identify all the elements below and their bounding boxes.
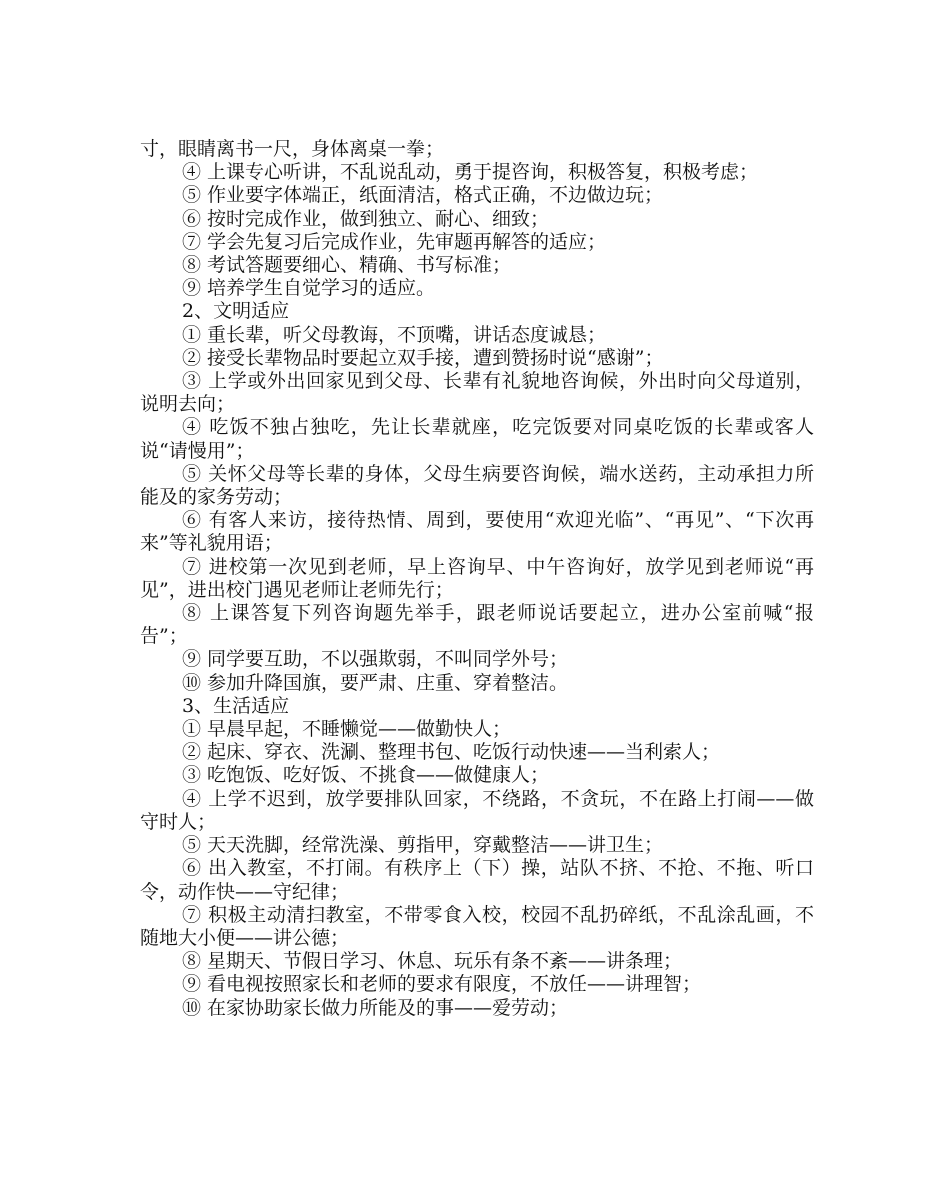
paragraph: ⑥ 出入教室，不打闹。有秩序上（下）操，站队不挤、不抢、不拖、听口令，动作快——守纪律； xyxy=(140,857,814,903)
paragraph: ③ 上学或外出回家见到父母、长辈有礼貌地咨询候，外出时向父母道别，说明去向； xyxy=(140,370,814,416)
paragraph: ⑤ 关怀父母等长辈的身体，父母生病要咨询候，端水送药，主动承担力所能及的家务劳动； xyxy=(140,462,814,509)
paragraph: ⑥ 按时完成作业，做到独立、耐心、细致； xyxy=(182,207,550,230)
paragraph: ④ 上课专心听讲，不乱说乱动，勇于提咨询，积极答复，积极考虑； xyxy=(182,161,759,184)
paragraph: ① 重长辈，听父母教诲，不顶嘴，讲话态度诚恳； xyxy=(182,323,607,346)
paragraph: ① 早晨早起，不睡懒觉——做勤快人； xyxy=(182,718,512,741)
paragraph: ④ 吃饭不独占独吃，先让长辈就座，吃完饭要对同桌吃饭的长辈或客人说“请慢用”； xyxy=(140,416,814,462)
paragraph: ⑩ 在家协助家长做力所能及的事——爱劳动； xyxy=(182,996,569,1019)
paragraph: ⑧ 考试答题要细心、精确、书写标准； xyxy=(182,254,512,277)
document-body xyxy=(140,138,814,1020)
paragraph: ⑥ 有客人来访，接待热情、周到，要使用“欢迎光临”、“再见”、“下次再来”等礼貌用语； xyxy=(140,509,814,555)
paragraph: 2、文明适应 xyxy=(182,300,290,323)
paragraph: ⑧ 星期天、节假日学习、休息、玩乐有条不紊——讲条理； xyxy=(182,950,683,973)
paragraph: ⑨ 培养学生自觉学习的适应。 xyxy=(182,277,436,300)
paragraph: ⑤ 天天洗脚，经常洗澡、剪指甲，穿戴整洁——讲卫生； xyxy=(182,834,664,857)
paragraph: ⑦ 进校第一次见到老师，早上咨询早、中午咨询好，放学见到老师说“再见”，进出校门遇见老师让老师先行； xyxy=(140,555,814,601)
paragraph: 寸，眼睛离书一尺，身体离桌一拳； xyxy=(140,138,445,160)
paragraph: ⑦ 学会先复习后完成作业，先审题再解答的适应； xyxy=(182,230,607,253)
paragraph: ⑦ 积极主动清扫教室，不带零食入校，校园不乱扔碎纸，不乱涂乱画，不随地大小便——讲公德； xyxy=(140,903,814,949)
paragraph: ⑨ 看电视按照家长和老师的要求有限度，不放任——讲理智； xyxy=(182,973,702,996)
paragraph: ⑤ 作业要字体端正，纸面清洁，格式正确，不边做边玩； xyxy=(182,184,664,207)
paragraph: ⑩ 参加升降国旗，要严肃、庄重、穿着整洁。 xyxy=(182,671,569,694)
paragraph: 3、生活适应 xyxy=(182,694,290,717)
paragraph: ② 接受长辈物品时要起立双手接，遭到赞扬时说“感谢”； xyxy=(182,346,664,369)
paragraph: ② 起床、穿衣、洗涮、整理书包、吃饭行动快速——当利索人； xyxy=(182,741,721,764)
paragraph: ③ 吃饱饭、吃好饭、不挑食——做健康人； xyxy=(182,764,550,787)
paragraph: ⑨ 同学要互助，不以强欺弱，不叫同学外号； xyxy=(182,648,569,671)
paragraph: ⑧ 上课答复下列咨询题先举手，跟老师说话要起立，进办公室前喊“报告”； xyxy=(140,602,814,648)
paragraph: ④ 上学不迟到，放学要排队回家，不绕路，不贪玩，不在路上打闹——做守时人； xyxy=(140,787,814,833)
